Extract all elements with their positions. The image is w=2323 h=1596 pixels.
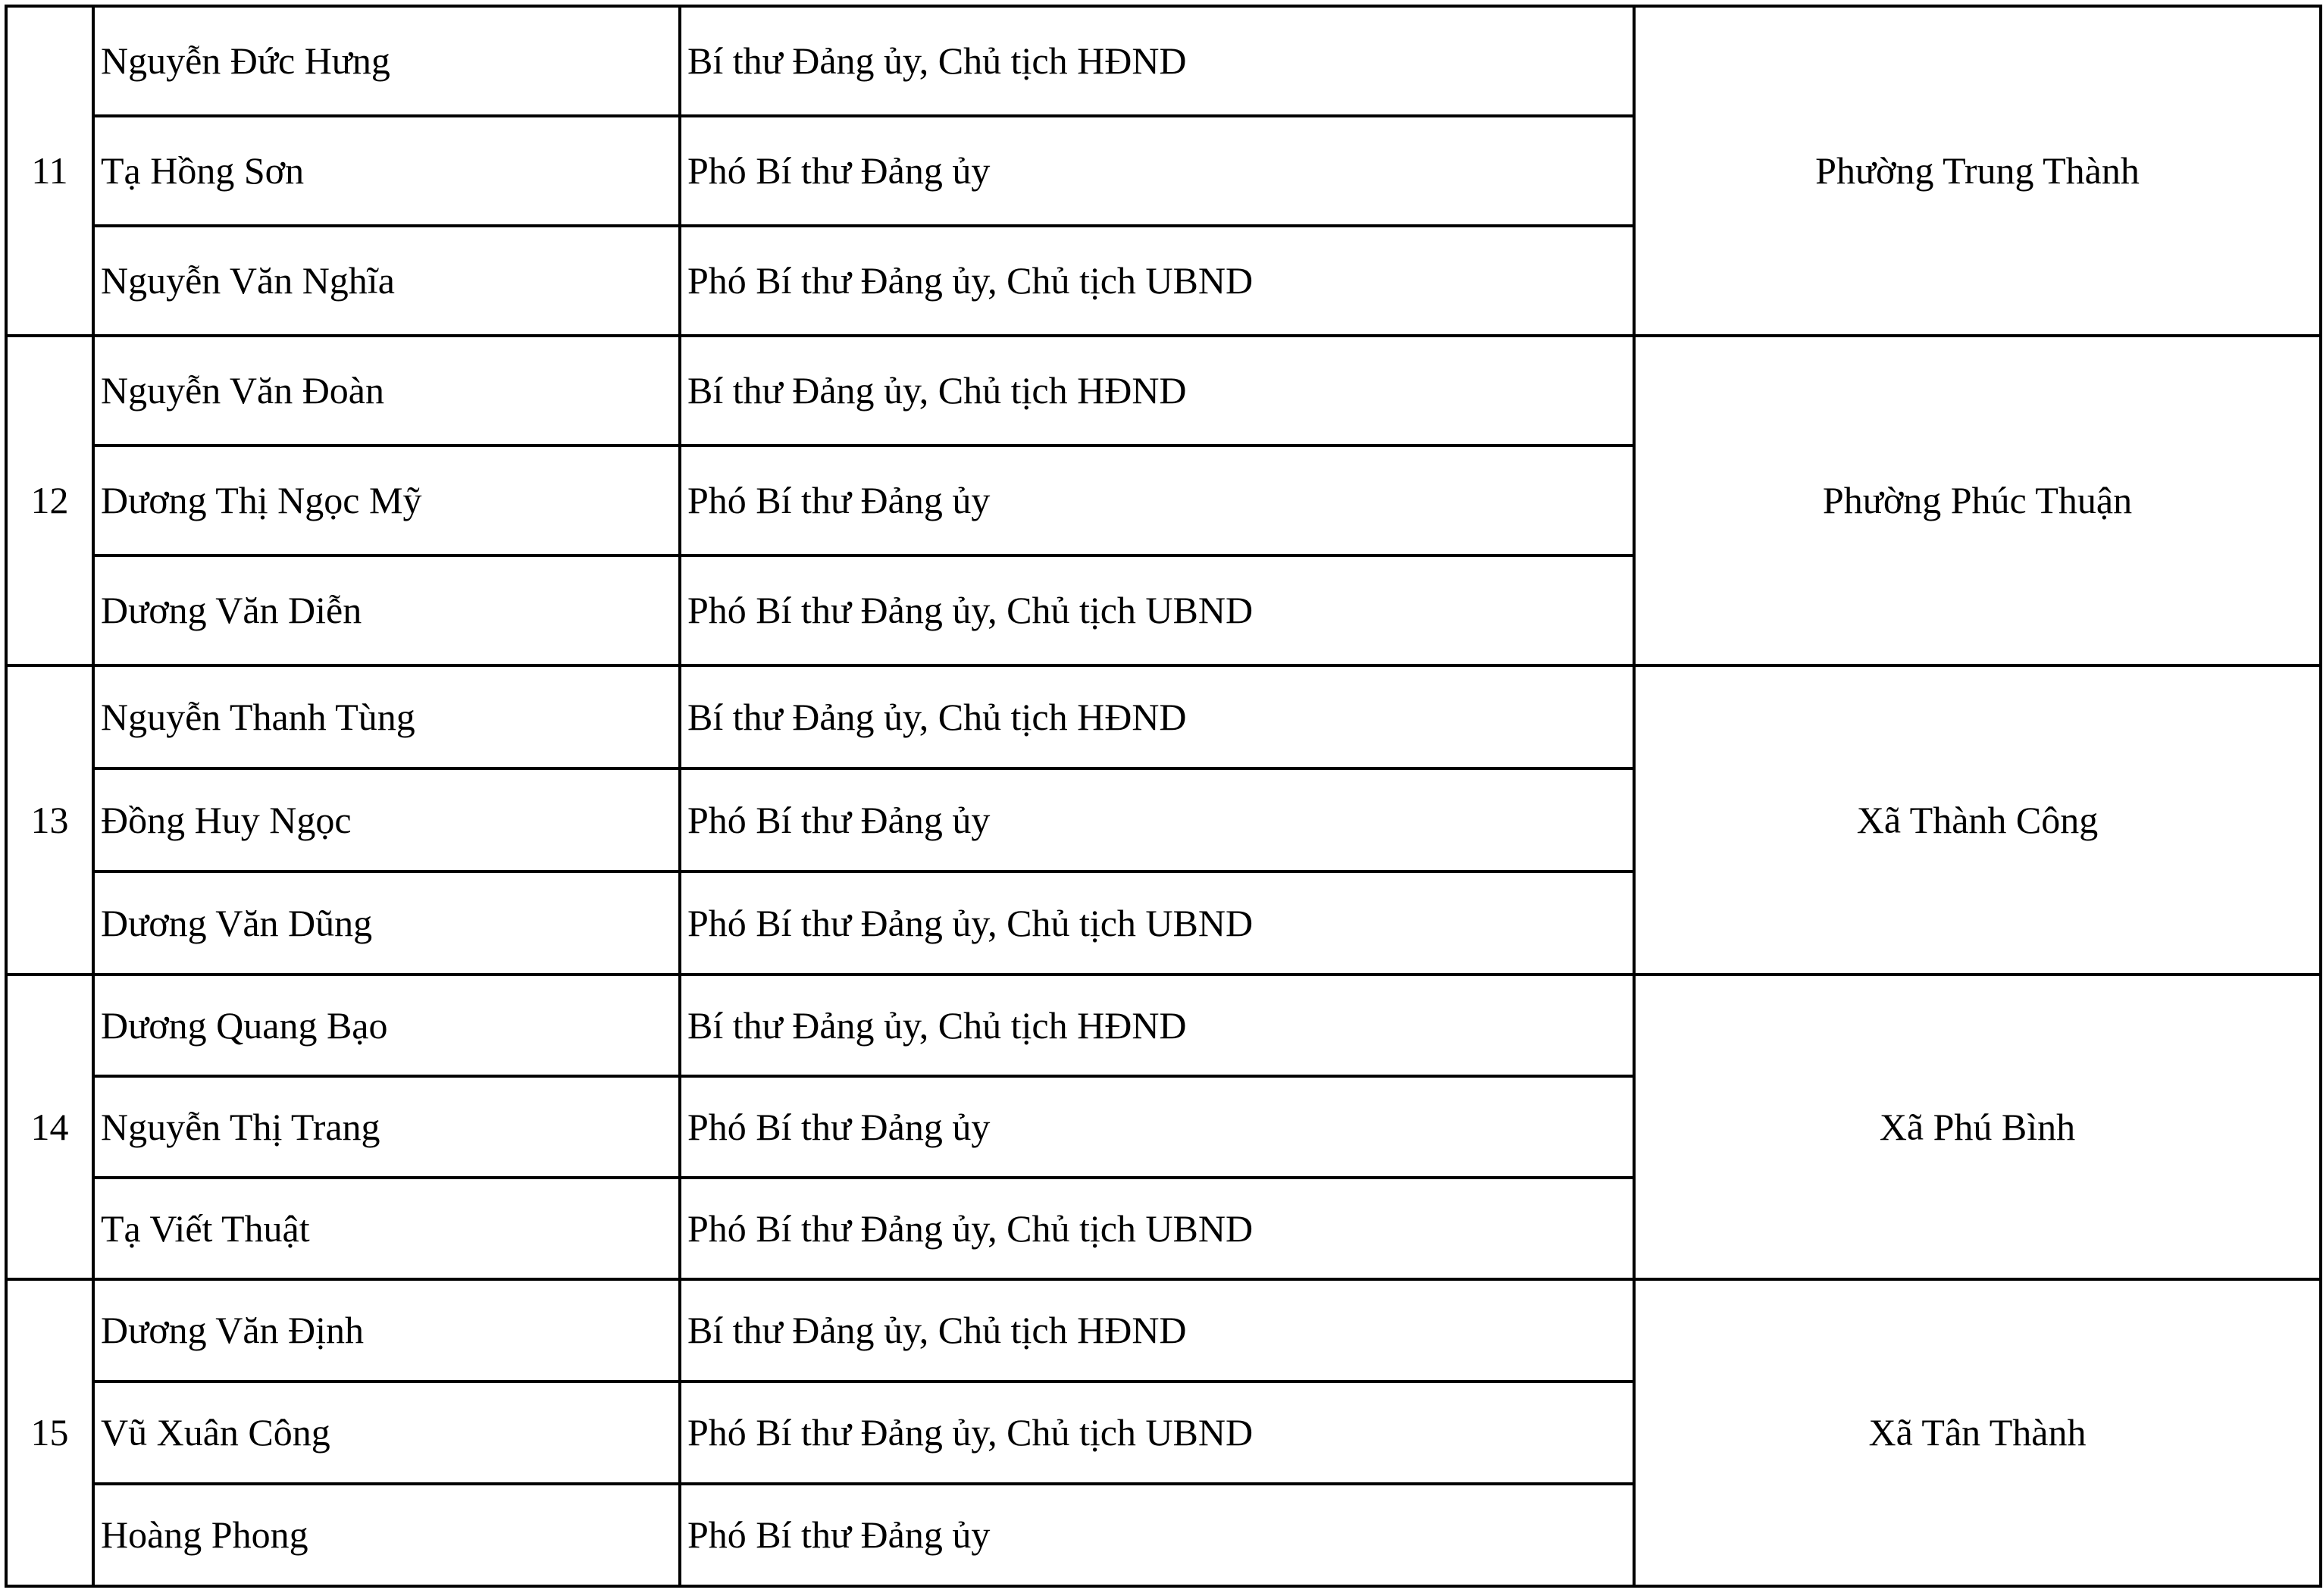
position-cell: Phó Bí thư Đảng ủy (680, 1076, 1634, 1178)
name-cell: Vũ Xuân Công (93, 1382, 680, 1484)
row-number-cell: 13 (6, 665, 93, 975)
name-cell: Dương Văn Diễn (93, 555, 680, 665)
name-cell: Dương Thị Ngọc Mỹ (93, 446, 680, 555)
name-cell: Nguyễn Văn Nghĩa (93, 226, 680, 336)
table-row (6, 975, 2321, 1076)
row-number-cell: 11 (6, 6, 93, 336)
table-row (6, 665, 2321, 768)
position-cell: Phó Bí thư Đảng ủy (680, 1484, 1634, 1586)
name-cell: Hoàng Phong (93, 1484, 680, 1586)
table-row (6, 6, 2321, 116)
position-cell: Phó Bí thư Đảng ủy (680, 446, 1634, 555)
name-cell: Dương Văn Dũng (93, 872, 680, 975)
unit-cell: Phường Phúc Thuận (1634, 336, 2321, 665)
unit-cell: Xã Tân Thành (1634, 1279, 2321, 1586)
name-cell: Dương Văn Định (93, 1279, 680, 1382)
name-cell: Nguyễn Văn Đoàn (93, 336, 680, 446)
table-row (6, 336, 2321, 446)
position-cell: Phó Bí thư Đảng ủy, Chủ tịch UBND (680, 226, 1634, 336)
unit-cell: Phường Trung Thành (1634, 6, 2321, 336)
name-cell: Đồng Huy Ngọc (93, 768, 680, 872)
position-cell: Bí thư Đảng ủy, Chủ tịch HĐND (680, 975, 1634, 1076)
row-number-cell: 15 (6, 1279, 93, 1586)
name-cell: Tạ Viết Thuật (93, 1178, 680, 1279)
table-row (6, 1279, 2321, 1382)
row-number-cell: 12 (6, 336, 93, 665)
row-number-cell: 14 (6, 975, 93, 1279)
table-body (6, 6, 2321, 1586)
unit-cell: Xã Phú Bình (1634, 975, 2321, 1279)
position-cell: Bí thư Đảng ủy, Chủ tịch HĐND (680, 6, 1634, 116)
name-cell: Nguyễn Thị Trang (93, 1076, 680, 1178)
position-cell: Phó Bí thư Đảng ủy, Chủ tịch UBND (680, 1382, 1634, 1484)
position-cell: Phó Bí thư Đảng ủy (680, 116, 1634, 226)
position-cell: Phó Bí thư Đảng ủy, Chủ tịch UBND (680, 555, 1634, 665)
personnel-table (5, 5, 2322, 1588)
name-cell: Nguyễn Đức Hưng (93, 6, 680, 116)
position-cell: Phó Bí thư Đảng ủy (680, 768, 1634, 872)
name-cell: Nguyễn Thanh Tùng (93, 665, 680, 768)
position-cell: Bí thư Đảng ủy, Chủ tịch HĐND (680, 336, 1634, 446)
unit-cell: Xã Thành Công (1634, 665, 2321, 975)
position-cell: Bí thư Đảng ủy, Chủ tịch HĐND (680, 1279, 1634, 1382)
position-cell: Bí thư Đảng ủy, Chủ tịch HĐND (680, 665, 1634, 768)
position-cell: Phó Bí thư Đảng ủy, Chủ tịch UBND (680, 872, 1634, 975)
name-cell: Dương Quang Bạo (93, 975, 680, 1076)
position-cell: Phó Bí thư Đảng ủy, Chủ tịch UBND (680, 1178, 1634, 1279)
name-cell: Tạ Hồng Sơn (93, 116, 680, 226)
